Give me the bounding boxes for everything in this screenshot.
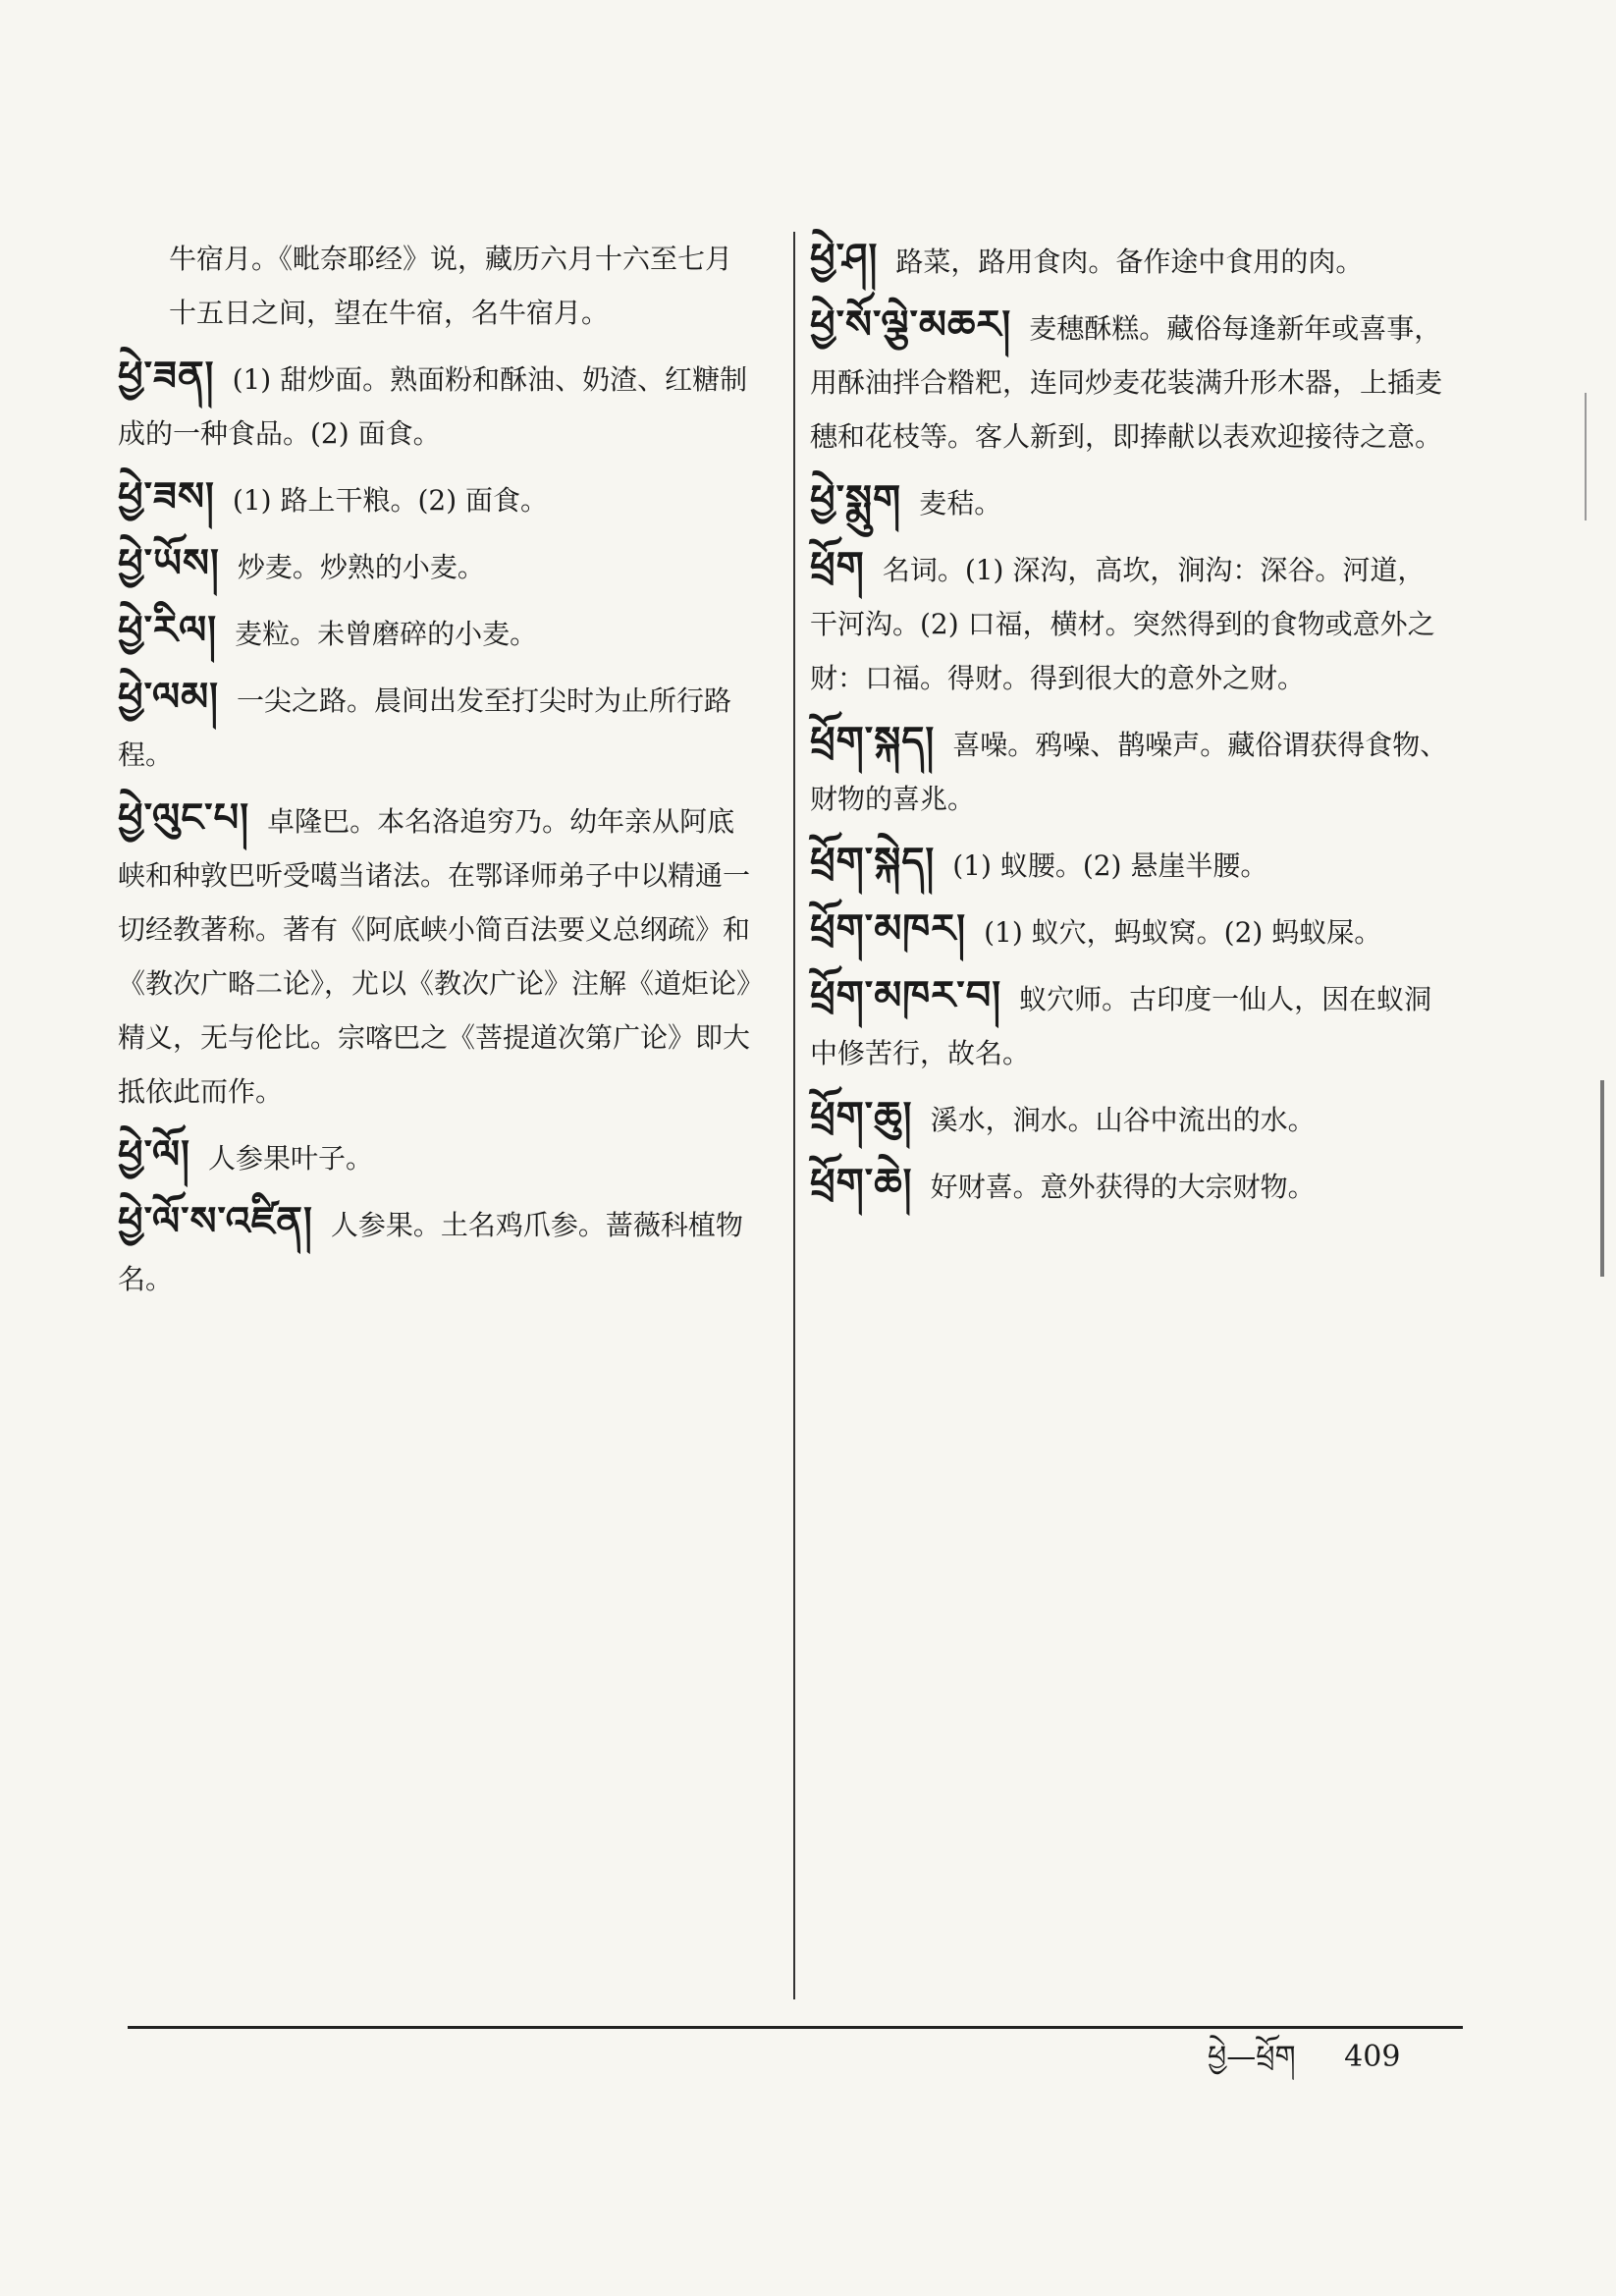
entry-headword: ཕྱེ་ལམ། xyxy=(118,675,220,720)
entry-definition: 麦粒。未曾磨碎的小麦。 xyxy=(235,618,538,650)
entry-definition: (1) 蚁穴，蚂蚁窝。(2) 蚂蚁屎。 xyxy=(984,916,1382,949)
entry-definition: 喜噪。鸦噪、鹊噪声。藏俗谓获得食物、财物的喜兆。 xyxy=(810,729,1448,815)
dictionary-entry xyxy=(810,232,1448,289)
entry-definition: 一尖之路。晨间出发至打尖时为止所行路程。 xyxy=(118,684,732,771)
dictionary-entry xyxy=(118,671,756,782)
entry-definition: 卓隆巴。本名洛追穷乃。幼年亲从阿底峡和种敦巴听受噶当诸法。在鄂译师弟子中以精通一切经教著称。著有《阿底峡小简百法要义总纲疏》和《教次广略二论》，尤以《教次广论》注解《道炬论》精义，无与伦比。宗喀巴之《菩提道次第广论》即大抵依此而作。 xyxy=(118,805,751,1108)
entry-definition: 好财喜。意外获得的大宗财物。 xyxy=(930,1171,1316,1203)
entry-definition: 人参果。土名鸡爪参。蔷薇科植物名。 xyxy=(118,1209,743,1295)
entry-headword: ཕྱེ་སོ་ལྕེ་མཆར། xyxy=(810,302,1012,348)
entry-definition: (1) 蚁腰。(2) 悬崖半腰。 xyxy=(952,849,1268,882)
entry-headword: ཕྱེ་ལོ། xyxy=(118,1132,190,1177)
entry-headword: ཕྱེ་རིལ། xyxy=(118,608,218,653)
entry-headword: ཕྲོག་སྐད། xyxy=(810,719,936,764)
dictionary-entry xyxy=(118,604,756,661)
entry-definition: (1) 甜炒面。熟面粉和酥油、奶渣、红糖制成的一种食品。(2) 面食。 xyxy=(118,363,748,450)
entry-headword: ཕྱེ་ཡོས། xyxy=(118,541,220,586)
dictionary-entry xyxy=(810,902,1448,959)
entry-definition: 炒麦。炒熟的小麦。 xyxy=(237,551,485,583)
entry-headword: ཕྲོག xyxy=(810,544,865,589)
dictionary-entry xyxy=(118,1128,756,1185)
entry-headword: ཕྲོག་ཆུ། xyxy=(810,1094,913,1139)
scan-mark xyxy=(1585,393,1587,520)
left-column xyxy=(118,232,756,1316)
entry-headword: ཕྲོག་ཆེ། xyxy=(810,1161,913,1206)
entry-definition: 人参果叶子。 xyxy=(207,1142,373,1175)
page-range: ཕྱེ—ཕྲོག xyxy=(1208,2040,1296,2074)
dictionary-entry: 牛宿月。《毗奈耶经》说，藏历六月十六至七月十五日之间，望在牛宿，名牛宿月。 xyxy=(169,243,733,329)
entry-definition: (1) 路上干粮。(2) 面食。 xyxy=(232,484,549,517)
dictionary-entry xyxy=(810,540,1448,705)
dictionary-entry xyxy=(118,792,756,1119)
entry-definition: 麦穗酥糕。藏俗每逢新年或喜事，用酥油拌合糌粑，连同炒麦花装满升形木器，上插麦穗和花枝等。客人新到，即捧献以表欢迎接待之意。 xyxy=(810,312,1443,453)
dictionary-entry xyxy=(810,969,1448,1080)
dictionary-entry xyxy=(118,350,756,461)
entry-headword: ཕྱེ་ཟན། xyxy=(118,354,215,399)
entry-headword: ཕྲོག་མཁར། xyxy=(810,906,967,952)
entry-definition: 名词。(1) 深沟，高坎，涧沟：深谷。河道，干河沟。(2) 口福，横材。突然得到的食物或意外之财：口福。得财。得到很大的意外之财。 xyxy=(810,554,1435,694)
entry-headword: ཕྱེ་ཤ། xyxy=(810,236,879,281)
dictionary-entry xyxy=(810,299,1448,464)
dictionary-entry xyxy=(118,1195,756,1306)
entry-headword: ཕྱེ་སྨུག xyxy=(810,477,902,522)
footer-rule xyxy=(128,2026,1463,2029)
dictionary-entry xyxy=(118,470,756,527)
entry-headword: ཕྱེ་ཟས། xyxy=(118,474,215,519)
entry-definition: 麦秸。 xyxy=(919,487,1002,519)
dictionary-entry xyxy=(810,715,1448,826)
dictionary-entry xyxy=(810,1090,1448,1147)
entry-headword: ཕྲོག་སྐེད། xyxy=(810,840,936,885)
page-number: 409 xyxy=(1344,2040,1401,2074)
dictionary-entry xyxy=(810,836,1448,893)
entry-definition: 溪水，涧水。山谷中流出的水。 xyxy=(930,1104,1316,1136)
right-column xyxy=(810,232,1448,1224)
dictionary-entry xyxy=(810,1157,1448,1214)
dictionary-entry xyxy=(810,473,1448,530)
scan-mark xyxy=(1600,1080,1604,1277)
entry-headword: ཕྱེ་ལུང་པ། xyxy=(118,795,250,841)
column-divider xyxy=(793,232,795,1999)
entry-headword: ཕྲོག་མཁར་བ། xyxy=(810,973,1002,1018)
entry-headword: ཕྱེ་ལོ་ས་འཛིན། xyxy=(118,1199,313,1244)
page-footer xyxy=(1208,2033,1400,2082)
entry-definition: 蚁穴师。古印度一仙人，因在蚁洞中修苦行，故名。 xyxy=(810,983,1432,1069)
entry-definition: 路菜，路用食肉。备作途中食用的肉。 xyxy=(895,246,1364,278)
dictionary-entry xyxy=(118,537,756,594)
